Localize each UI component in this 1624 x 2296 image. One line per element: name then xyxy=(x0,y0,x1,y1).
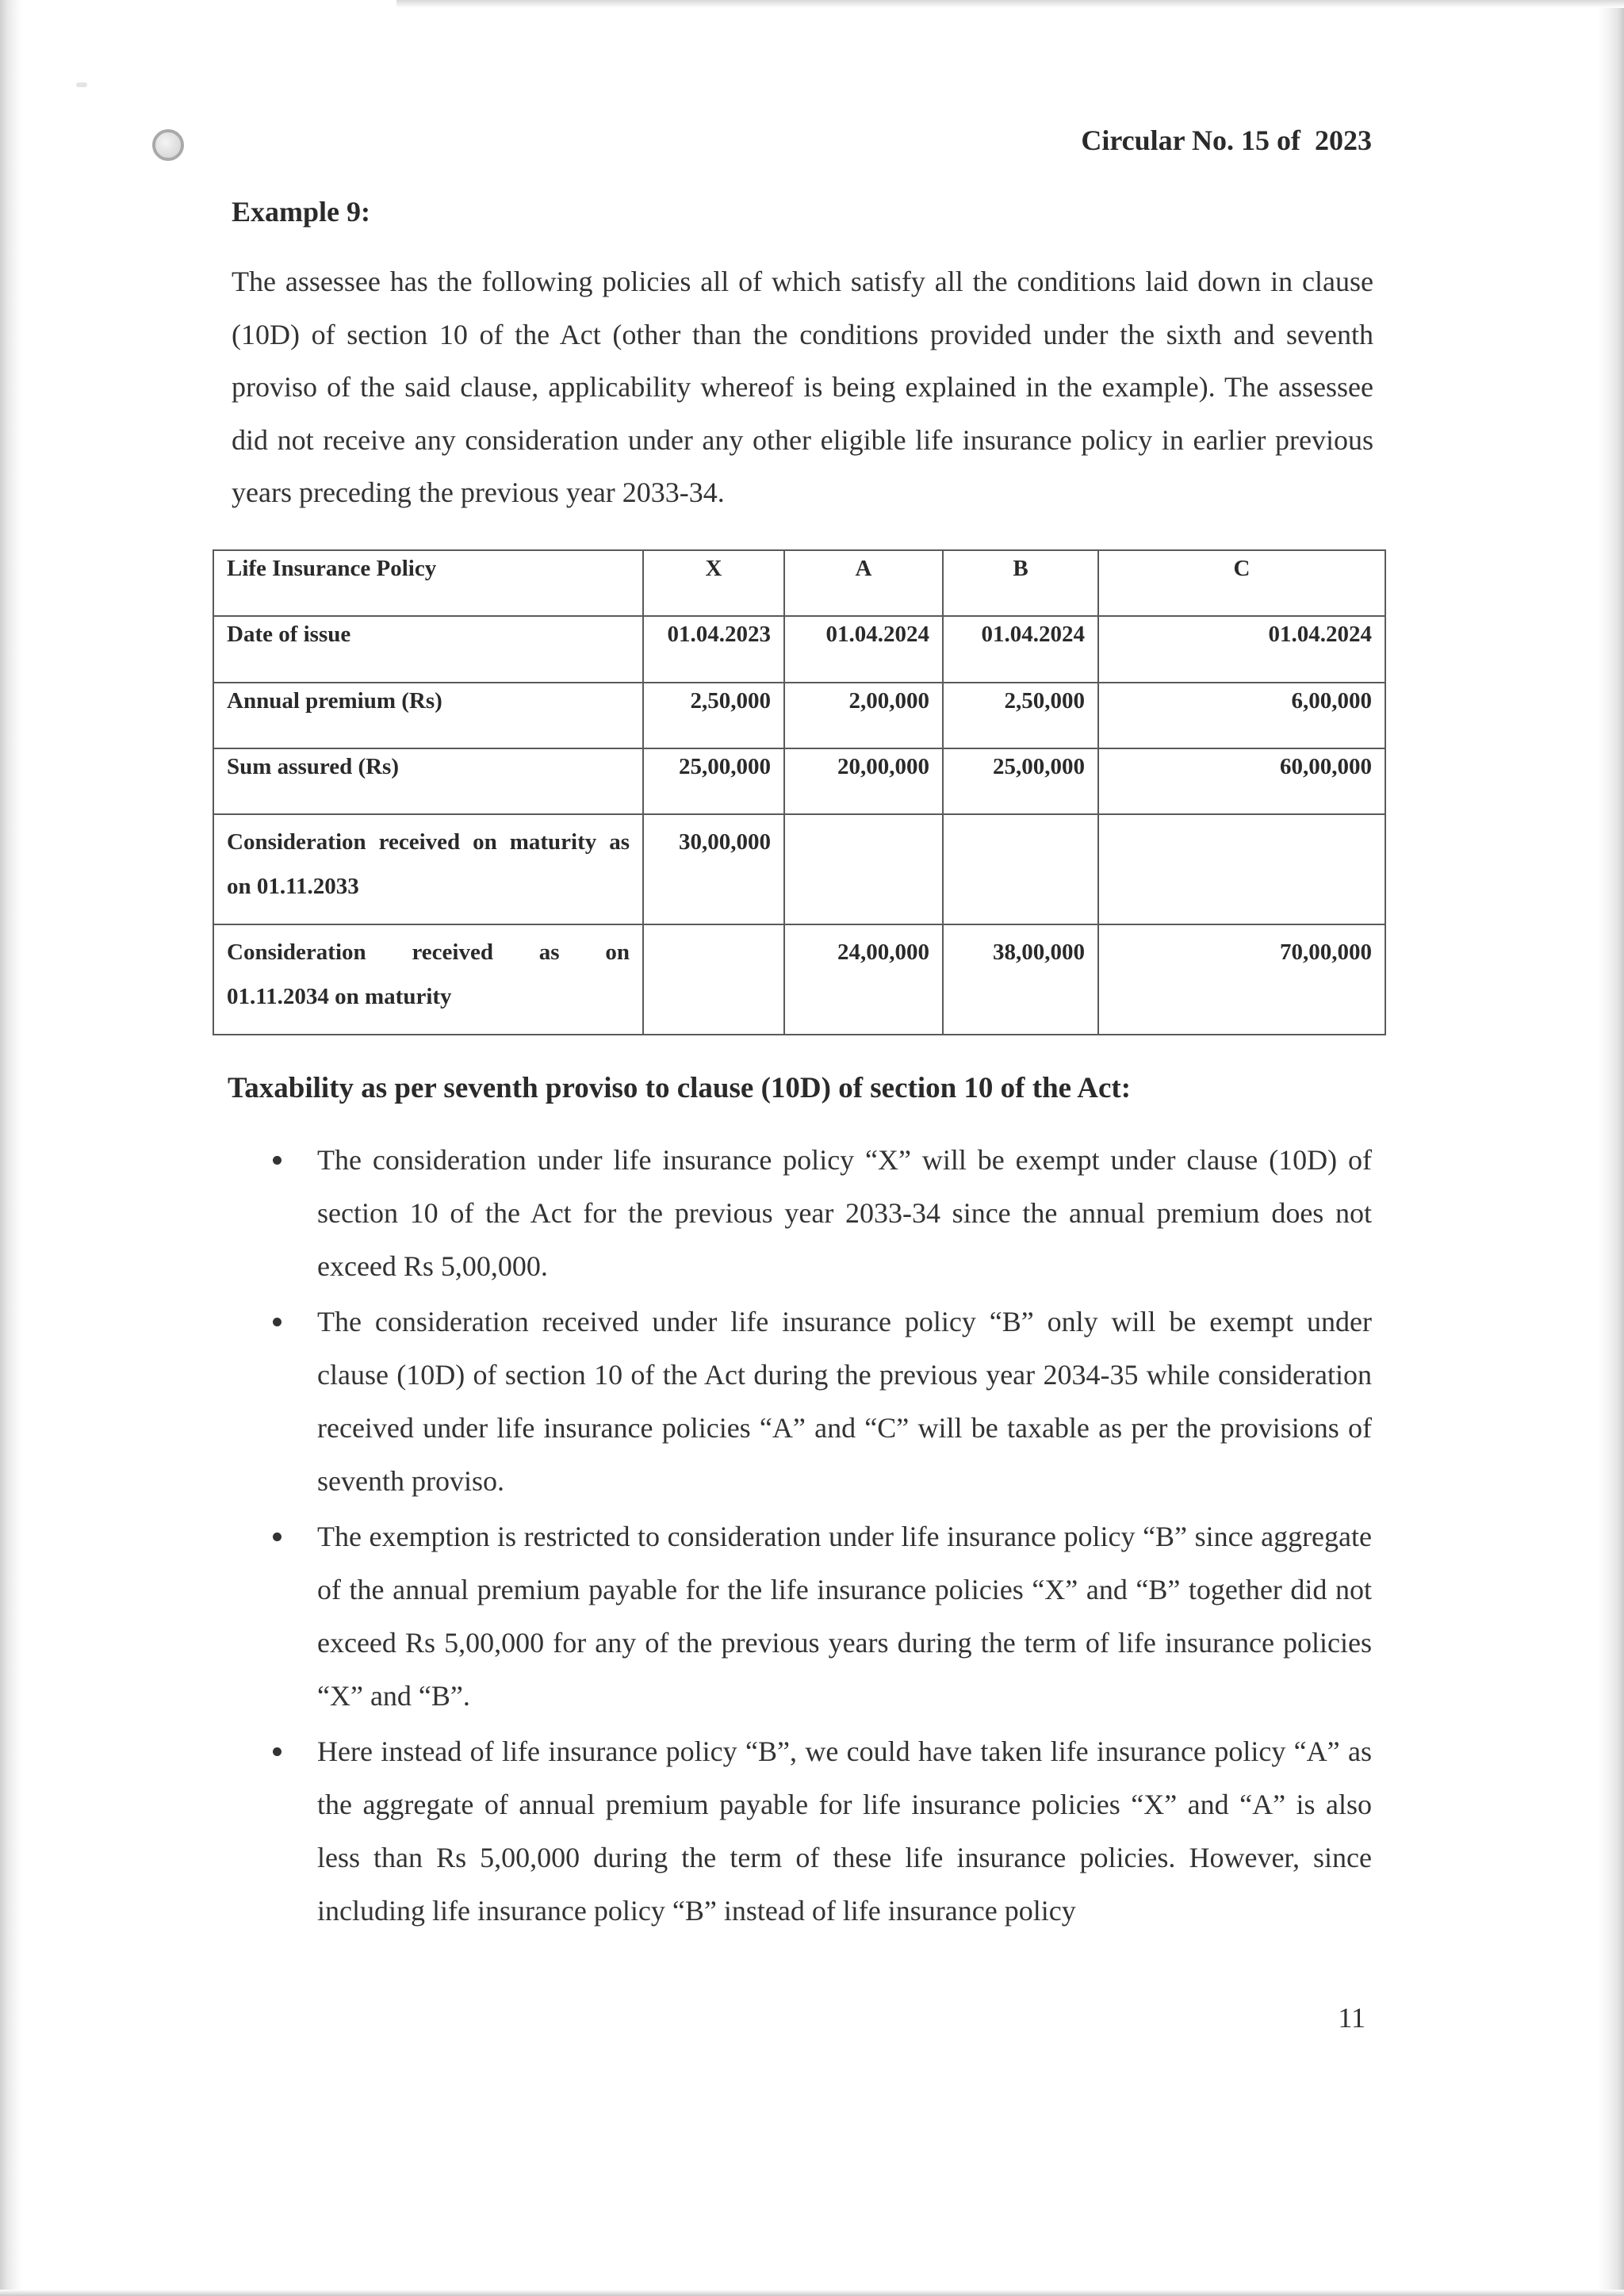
list-item xyxy=(0,1134,1624,1293)
table-cell xyxy=(784,814,943,924)
table-row xyxy=(213,924,1385,1035)
table-cell: 01.04.2024 xyxy=(1098,616,1385,683)
table-cell: B xyxy=(943,550,1098,616)
table-row xyxy=(213,814,1385,924)
table-cell: 01.04.2024 xyxy=(784,616,943,683)
bullet-text: The consideration under life insurance policy “X” will be exempt under clause (10D) of section 10 of the Act for the previous year 2033-34 since the annual premium does not exceed Rs 5,00,000. xyxy=(317,1144,1372,1282)
table-row xyxy=(213,748,1385,814)
table-row xyxy=(213,550,1385,616)
table-cell: 25,00,000 xyxy=(643,748,784,814)
row-label-line: Consideration received on maturity as xyxy=(227,829,630,855)
row-label: Sum assured (Rs) xyxy=(213,748,643,814)
row-label: Date of issue xyxy=(213,616,643,683)
table-cell: X xyxy=(643,550,784,616)
table-cell: 70,00,000 xyxy=(1098,924,1385,1035)
table-cell xyxy=(1098,814,1385,924)
page-edge-shadow-top xyxy=(396,0,1624,8)
table-cell: 20,00,000 xyxy=(784,748,943,814)
row-label-line: 01.11.2034 on maturity xyxy=(227,984,452,1009)
bullet-icon xyxy=(273,1156,282,1165)
table-row xyxy=(213,616,1385,683)
table-cell: 2,50,000 xyxy=(943,683,1098,748)
bullet-text: The exemption is restricted to consideration under life insurance policy “B” since aggregate of the annual premium payable for the life insurance policies “X” and “B” together did not exceed Rs 5,00,000 for any of the previous years during the term of life insurance policies “X” and “B”. xyxy=(317,1521,1372,1712)
table-cell: 24,00,000 xyxy=(784,924,943,1035)
row-label-line: Consideration received as on xyxy=(227,939,630,965)
example-title: Example 9: xyxy=(232,196,370,228)
row-label xyxy=(213,924,643,1035)
table-cell: 30,00,000 xyxy=(643,814,784,924)
list-item xyxy=(0,1295,1624,1508)
table-cell: 01.04.2023 xyxy=(643,616,784,683)
table-cell: 38,00,000 xyxy=(943,924,1098,1035)
table-cell: A xyxy=(784,550,943,616)
table-cell xyxy=(643,924,784,1035)
bullet-text: The consideration received under life insurance policy “B” only will be exempt under clause (10D) of section 10 of the Act during the previous year 2034-35 while consideration received under life insurance policies “A” and “C” will be taxable as per the provisions of seventh proviso. xyxy=(317,1306,1372,1497)
table-cell: 2,50,000 xyxy=(643,683,784,748)
table-cell: 2,00,000 xyxy=(784,683,943,748)
row-label: Annual premium (Rs) xyxy=(213,683,643,748)
page-edge-shadow-bottom xyxy=(0,2290,1624,2296)
bullet-icon xyxy=(273,1747,282,1756)
list-item xyxy=(0,1510,1624,1723)
circular-number-header: Circular No. 15 of 2023 xyxy=(1081,124,1372,156)
scan-smudge xyxy=(76,82,87,87)
taxability-heading: Taxability as per seventh proviso to clause (10D) of section 10 of the Act: xyxy=(228,1072,1132,1104)
table-row xyxy=(213,683,1385,748)
page-number: 11 xyxy=(1338,2002,1365,2034)
policy-table xyxy=(213,549,1386,1035)
punch-hole-icon xyxy=(152,129,184,161)
list-item xyxy=(0,1725,1624,1938)
table-cell: 60,00,000 xyxy=(1098,748,1385,814)
row-label-line: on 01.11.2033 xyxy=(227,874,359,899)
table-cell: C xyxy=(1098,550,1385,616)
example-intro-paragraph: The assessee has the following policies all of which satisfy all the conditions laid down in clause (10D) of section 10 of the Act (other than the conditions provided under the sixth and seventh proviso of the said clause, applicability whereof is being explained in the example). The assessee did not receive any consideration under any other eligible life insurance policy in earlier previous years preceding the previous year 2033-34. xyxy=(232,266,1373,508)
row-label xyxy=(213,814,643,924)
taxability-bullet-list xyxy=(0,1134,1624,1938)
bullet-icon xyxy=(273,1318,282,1326)
table-cell xyxy=(943,814,1098,924)
table-cell: 25,00,000 xyxy=(943,748,1098,814)
table-cell: 6,00,000 xyxy=(1098,683,1385,748)
row-label: Life Insurance Policy xyxy=(213,550,643,616)
bullet-icon xyxy=(273,1533,282,1541)
bullet-text: Here instead of life insurance policy “B”, we could have taken life insurance policy “A” as the aggregate of annual premium payable for life insurance policies “X” and “A” is also less than Rs 5,00,000 during the term of these life insurance policies. However, since including life insurance policy “B” instead of life insurance policy xyxy=(317,1735,1372,1927)
table-cell: 01.04.2024 xyxy=(943,616,1098,683)
